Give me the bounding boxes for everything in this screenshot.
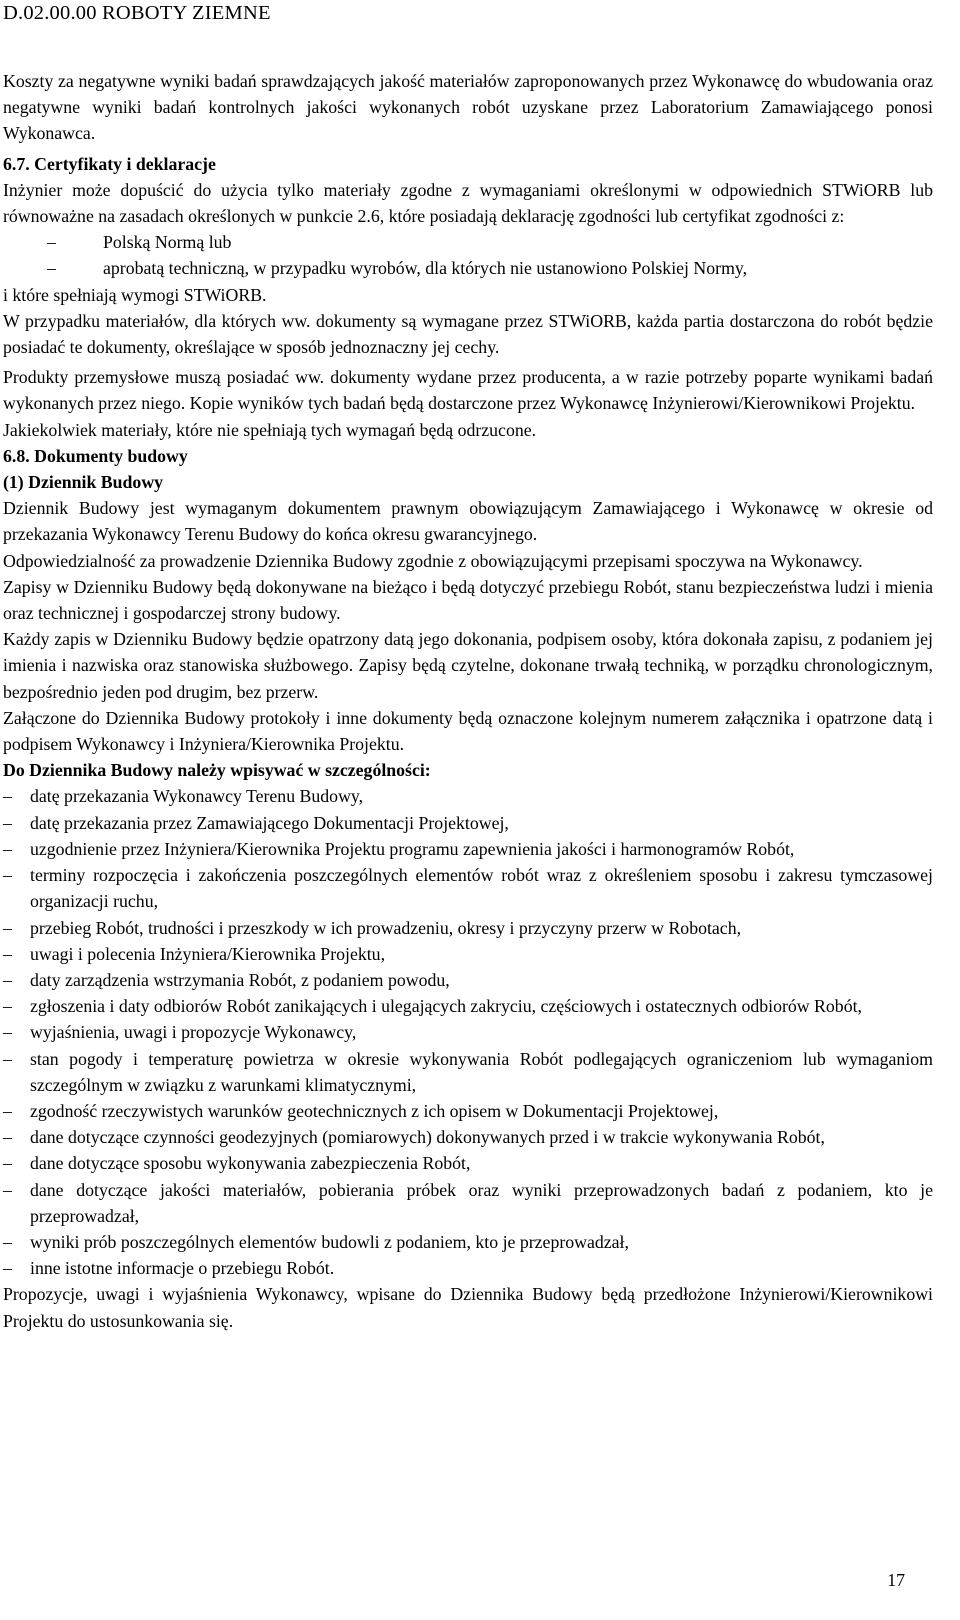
- list-item-text: datę przekazania Wykonawcy Terenu Budowy,: [30, 786, 364, 807]
- dash-bullet: –: [3, 1048, 12, 1069]
- paragraph: Dziennik Budowy jest wymaganym dokumentem prawnym obowiązującym Zamawiającego i Wykonawcę w okresie od przekazania Wykonawcy Terenu Budowy do końca okresu gwarancyjnego.: [3, 498, 933, 545]
- list-item: [3, 1177, 933, 1229]
- list-item-text: uwagi i polecenia Inżyniera/Kierownika Projektu,: [30, 943, 386, 964]
- list-item: [3, 1255, 933, 1281]
- list-item-text: wyjaśnienia, uwagi i propozycje Wykonawcy,: [30, 1022, 357, 1043]
- list-item: [3, 941, 933, 967]
- list-item: [3, 783, 933, 809]
- paragraph: Jakiekolwiek materiały, które nie spełniają tych wymagań będą odrzucone.: [3, 419, 537, 440]
- list-item-text: przebieg Robót, trudności i przeszkody w ich prowadzeniu, okresy i przyczyny przerw w Robotach,: [30, 917, 742, 938]
- list-item: [3, 1124, 933, 1150]
- dash-bullet: –: [47, 258, 56, 279]
- paragraph: Inżynier może dopuścić do użycia tylko materiały zgodne z wymaganiami określonymi w odpowiednich STWiORB lub równoważne na zasadach określonych w punkcie 2.6, które posiadają deklarację zgodności lub certyfikat zgodności z:: [3, 179, 933, 227]
- list-item: [3, 993, 933, 1019]
- intro-paragraph: Koszty za negatywne wyniki badań sprawdzających jakość materiałów zaproponowanych przez Wykonawcę do wbudowania oraz negatywne wyniki badań kontrolnych jakości wykonanych robót uzyskane przez Laboratorium Zamawiającego ponosi Wykonawca.: [3, 71, 933, 144]
- dash-bullet: –: [3, 1153, 12, 1174]
- list-item: [3, 1046, 933, 1098]
- list-item-text: daty zarządzenia wstrzymania Robót, z podaniem powodu,: [30, 969, 450, 990]
- list-item-text: aprobatą techniczną, w przypadku wyrobów, dla których nie ustanowiono Polskiej Normy,: [103, 258, 748, 279]
- list-item-text: dane dotyczące sposobu wykonywania zabezpieczenia Robót,: [30, 1153, 471, 1174]
- list-item: [3, 836, 933, 862]
- paragraph: Produkty przemysłowe muszą posiadać ww. dokumenty wydane przez producenta, a w razie potrzeby poparte wynikami badań wykonanych przez niego. Kopie wyników tych badań będą dostarczone przez Wykonawcę Inżynierowi/Kierownikowi Projektu.: [3, 367, 933, 414]
- section-title: Dokumenty budowy: [34, 445, 188, 466]
- paragraph: Każdy zapis w Dzienniku Budowy będzie opatrzony datą jego dokonania, podpisem osoby, która dokonała zapisu, z podaniem jej imienia i nazwiska oraz stanowiska służbowego. Zapisy będą czytelne, dokonane trwałą techniką, w porządku chronologicznym, bezpośrednio jeden pod drugim, bez przerw.: [3, 629, 933, 702]
- list-item: [3, 1229, 933, 1255]
- dash-bullet: –: [3, 786, 12, 807]
- list-item: [3, 1019, 933, 1045]
- section-number: 6.7.: [3, 153, 30, 174]
- dash-bullet: –: [3, 812, 12, 833]
- paragraph: Załączone do Dziennika Budowy protokoły i inne dokumenty będą oznaczone kolejnym numerem załącznika i opatrzone datą i podpisem Wykonawcy i Inżyniera/Kierownika Projektu.: [3, 707, 933, 755]
- list-item-text: dane dotyczące czynności geodezyjnych (pomiarowych) dokonywanych przed i w trakcie wykonywania Robót,: [30, 1127, 825, 1148]
- dash-bullet: –: [3, 996, 12, 1017]
- subsection-heading: (1) Dziennik Budowy: [3, 472, 164, 493]
- list-item-text: stan pogody i temperaturę powietrza w okresie wykonywania Robót podlegających ograniczeniom lub wymaganiom szczególnym w związku z warunkami klimatycznymi,: [30, 1048, 933, 1095]
- dash-bullet: –: [3, 1231, 12, 1252]
- dash-bullet: –: [3, 917, 12, 938]
- dash-bullet: –: [47, 232, 56, 253]
- dash-bullet: –: [3, 1127, 12, 1148]
- list-item-text: datę przekazania przez Zamawiającego Dokumentacji Projektowej,: [30, 812, 509, 833]
- closing-paragraph: Propozycje, uwagi i wyjaśnienia Wykonawcy, wpisane do Dziennika Budowy będą przedłożone Inżynierowi/Kierownikowi Projektu do ustosunkowania się.: [3, 1284, 933, 1331]
- dash-bullet: –: [3, 969, 12, 990]
- page-header: D.02.00.00 ROBOTY ZIEMNE: [3, 2, 271, 24]
- dziennik-list: [3, 783, 933, 1281]
- list-item: [3, 967, 933, 993]
- list-item: [3, 862, 933, 914]
- list-item-text: zgłoszenia i daty odbiorów Robót zanikających i ulegających zakryciu, częściowych i ostatecznych odbiorów Robót,: [30, 996, 862, 1017]
- list-item: [3, 1098, 933, 1124]
- list-item-text: terminy rozpoczęcia i zakończenia poszczególnych elementów robót wraz z określeniem sposobu i zakresu tymczasowej organizacji ruchu,: [30, 865, 933, 912]
- list-item: [3, 915, 933, 941]
- dash-bullet: –: [3, 1100, 12, 1121]
- paragraph: i które spełniają wymogi STWiORB.: [3, 284, 267, 305]
- paragraph: Zapisy w Dzienniku Budowy będą dokonywane na bieżąco i będą dotyczyć przebiegu Robót, stanu bezpieczeństwa ludzi i mienia oraz technicznej i gospodarczej strony budowy.: [3, 576, 933, 624]
- paragraph: W przypadku materiałów, dla których ww. dokumenty są wymagane przez STWiORB, każda partia dostarczona do robót będzie posiadać te dokumenty, określające w sposób jednoznaczny jej cechy.: [3, 310, 933, 358]
- list-item-text: wyniki prób poszczególnych elementów budowli z podaniem, kto je przeprowadzał,: [30, 1231, 629, 1252]
- dash-bullet: –: [3, 943, 12, 964]
- list-heading: Do Dziennika Budowy należy wpisywać w szczególności:: [3, 760, 431, 781]
- list-item: [3, 229, 933, 255]
- document-body: [3, 68, 933, 1334]
- list-item: [3, 810, 933, 836]
- list-item-text: inne istotne informacje o przebiegu Robót.: [30, 1258, 335, 1279]
- paragraph: Odpowiedzialność za prowadzenie Dziennika Budowy zgodnie z obowiązującymi przepisami spoczywa na Wykonawcy.: [3, 550, 863, 571]
- page-number: 17: [887, 1570, 905, 1590]
- dash-bullet: –: [3, 1258, 12, 1279]
- list-item-text: dane dotyczące jakości materiałów, pobierania próbek oraz wyniki przeprowadzonych badań z podaniem, kto je przeprowadzał,: [30, 1179, 933, 1226]
- dash-bullet: –: [3, 838, 12, 859]
- list-item-text: Polską Normą lub: [103, 232, 232, 253]
- list-item-text: uzgodnienie przez Inżyniera/Kierownika Projektu programu zapewnienia jakości i harmonogramów Robót,: [30, 838, 795, 859]
- section-number: 6.8.: [3, 445, 30, 466]
- dash-bullet: –: [3, 1022, 12, 1043]
- dash-bullet: –: [3, 1179, 12, 1200]
- list-item: [3, 1150, 933, 1176]
- section-title: Certyfikaty i deklaracje: [34, 153, 216, 174]
- section-heading-6-7: [3, 151, 933, 177]
- list-item-text: zgodność rzeczywistych warunków geotechnicznych z ich opisem w Dokumentacji Projektowej,: [30, 1100, 719, 1121]
- list-item: [3, 255, 933, 281]
- dash-bullet: –: [3, 865, 12, 886]
- section-heading-6-8: [3, 443, 933, 469]
